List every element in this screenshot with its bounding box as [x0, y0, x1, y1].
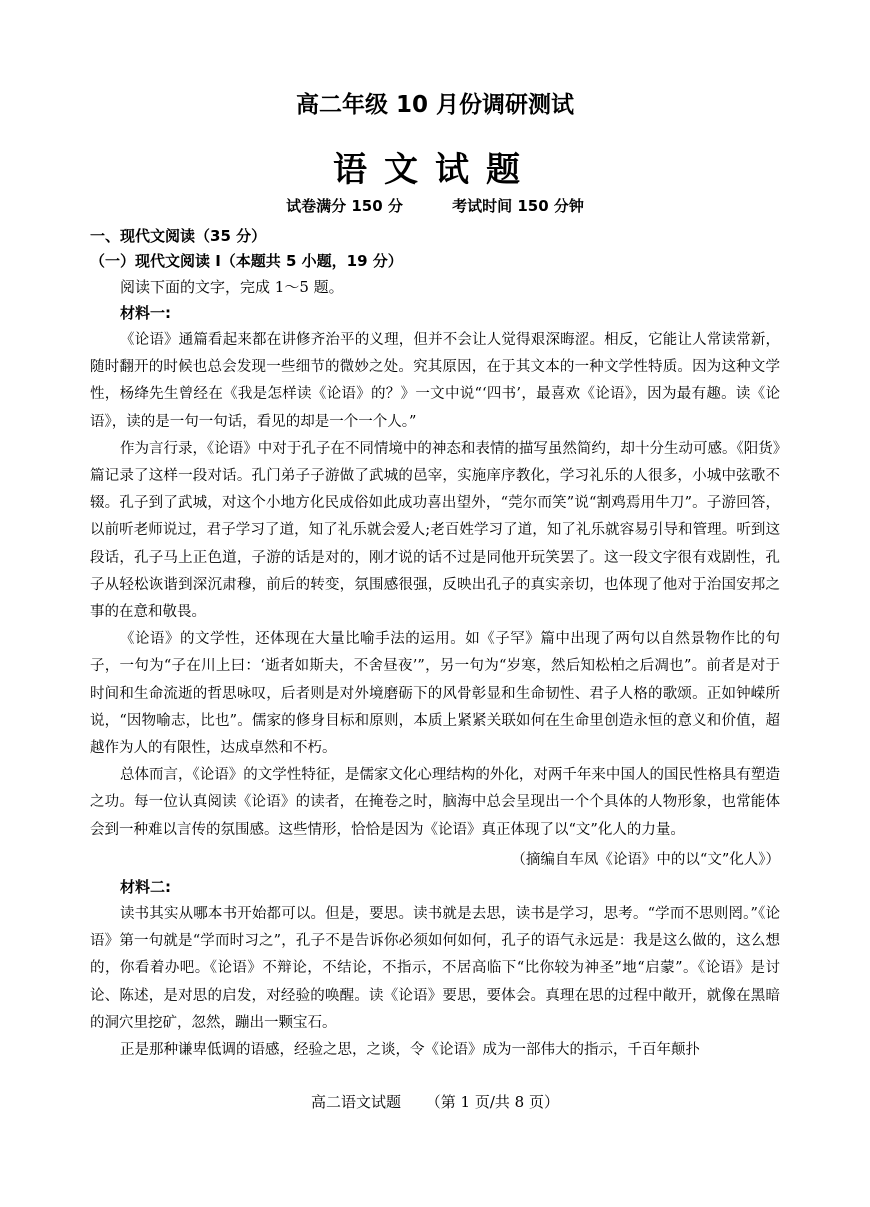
material-1-source: （摘编自车凤《论语》中的以“文”化人》）: [511, 851, 780, 868]
exam-time: 考试时间 150 分钟: [452, 197, 584, 215]
section-title: 一、现代文阅读（35 分）: [90, 227, 267, 245]
subject-title: 语文试题: [333, 150, 537, 190]
material-2-paragraph: 读书其实从哪本书开始都可以。但是，要思。读书就是去思，读书是学习，思考。“学而不思则罔。”《论语》第一句就是“学而时习之”，孔子不是告诉你必须如何如何，孔子的语气永远是：我是这么做的，这么想的，你看着办吧。《论语》不辩论，不结论，不指示，不居高临下“比你较为神圣”地“启蒙”。《论语》是讨论、陈述，是对思的启发，对经验的唤醒。读《论语》要思，要体会。真理在思的过程中敞开，就像在黑暗的洞穴里挖矿，忽然，蹦出一颗宝石。: [90, 906, 780, 1031]
footer-page-info: （第 1 页/共 8 页）: [425, 1093, 559, 1111]
instruction: 阅读下面的文字，完成 1～5 题。: [120, 278, 344, 296]
subsection-title: （一）现代文阅读 I（本题共 5 小题，19 分）: [90, 252, 403, 270]
material-1-paragraph: 《论语》通篇看起来都在讲修齐治平的义理，但并不会让人觉得艰深晦涩。相反，它能让人常读常新，随时翻开的时候也总会发现一些细节的微妙之处。究其原因，在于其文本的一种文学性特质。因为这种文学性，杨绛先生曾经在《我是怎样读《论语》的？》一文中说“‘四书’，最喜欢《论语》，因为最有趣。读《论语》，读的是一句一句话，看见的却是一个一个人。”: [90, 332, 780, 430]
footer-subject: 高二语文试题: [310, 1093, 401, 1111]
exam-title: 高二年级 10 月份调研测试: [295, 92, 575, 118]
page-footer: [0, 1091, 870, 1112]
material-1-paragraph: 《论语》的文学性，还体现在大量比喻手法的运用。如《子罕》篇中出现了两句以自然景物作比的句子，一句为“子在川上曰：‘逝者如斯夫，不舍昼夜’”，另一句为“岁寒，然后知松柏之后凋也”。前者是对于时间和生命流逝的哲思咏叹，后者则是对外境磨砺下的风骨彰显和生命韧性、君子人格的歌颂。正如钟嵘所说，“因物喻志，比也”。儒家的修身目标和原则，本质上紧紧关联如何在生命里创造永恒的意义和价值，超越作为人的有限性，达成卓然和不朽。: [90, 631, 780, 757]
material-1-heading: 材料一:: [120, 304, 171, 322]
reading-section: [90, 224, 780, 1064]
full-score: 试卷满分 150 分: [286, 197, 403, 215]
material-2-paragraph: 正是那种谦卑低调的语感，经验之思，之谈，令《论语》成为一部伟大的指示，千百年颠扑: [120, 1042, 700, 1059]
exam-info: [0, 195, 870, 216]
material-1-paragraph: 总体而言，《论语》的文学性特征，是儒家文化心理结构的外化，对两千年来中国人的国民性格具有塑造之功。每一位认真阅读《论语》的读者，在掩卷之时，脑海中总会呈现出一个个具体的人物形象，也常能体会到一种难以言传的氛围感。这些情形，恰恰是因为《论语》真正体现了以“文”化人的力量。: [90, 767, 780, 838]
material-2-heading: 材料二:: [120, 878, 171, 897]
material-1-paragraph: 作为言行录，《论语》中对于孔子在不同情境中的神态和表情的描写虽然简约，却十分生动可感。《阳货》篇记录了这样一段对话。孔门弟子子游做了武城的邑宰，实施庠序教化，学习礼乐的人很多，小城中弦歌不辍。孔子到了武城，对这个小地方化民成俗如此成功喜出望外，“莞尔而笑”说“割鸡焉用牛刀”。子游回答，以前听老师说过，君子学习了道，知了礼乐就会爱人;老百姓学习了道，知了礼乐就容易引导和管理。听到这段话，孔子马上正色道，子游的话是对的，刚才说的话不过是同他开玩笑罢了。这一段文字很有戏剧性，孔子从轻松诙谐到深沉肃穆，前后的转变，氛围感很强，反映出孔子的真实亲切，也体现了他对于治国安邦之事的在意和敬畏。: [90, 440, 780, 621]
